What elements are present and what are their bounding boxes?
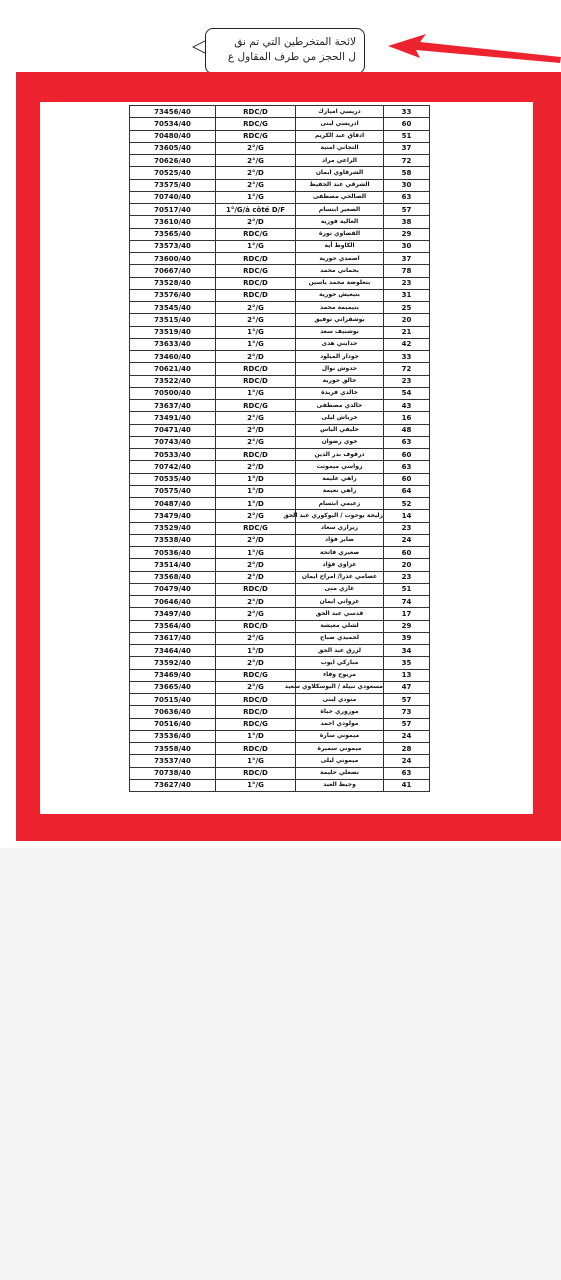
floor-cell: 1°/G bbox=[216, 338, 296, 350]
table-row bbox=[130, 473, 430, 485]
row-number-cell: 30 bbox=[384, 179, 430, 191]
row-number-cell: 20 bbox=[384, 314, 430, 326]
tenant-name-cell: زيراري سعاد bbox=[296, 522, 384, 534]
dossier-number-cell: 70479/40 bbox=[130, 583, 216, 595]
floor-cell: 2°/G bbox=[216, 412, 296, 424]
tenant-name-cell: القضاوي نورة bbox=[296, 228, 384, 240]
table-row bbox=[130, 253, 430, 265]
row-number-cell: 51 bbox=[384, 583, 430, 595]
row-number-cell: 23 bbox=[384, 522, 430, 534]
floor-cell: 2°/G bbox=[216, 510, 296, 522]
tenant-name-cell: زعيمي ابتسام bbox=[296, 498, 384, 510]
tenant-name-cell: موزوري حياة bbox=[296, 706, 384, 718]
tenant-name-cell: خرباش ليلى bbox=[296, 412, 384, 424]
tenant-name-cell: خالدي مصطفى bbox=[296, 400, 384, 412]
floor-cell: 1°/G bbox=[216, 387, 296, 399]
row-number-cell: 48 bbox=[384, 424, 430, 436]
tenant-name-cell: ميموني سميرة bbox=[296, 743, 384, 755]
row-number-cell: 63 bbox=[384, 191, 430, 203]
floor-cell: RDC/D bbox=[216, 620, 296, 632]
table-row bbox=[130, 338, 430, 350]
row-number-cell: 37 bbox=[384, 253, 430, 265]
dossier-number-cell: 73637/40 bbox=[130, 400, 216, 412]
floor-cell: RDC/D bbox=[216, 106, 296, 118]
floor-cell: RDC/G bbox=[216, 228, 296, 240]
tenant-name-cell: بنعلوضة محمد ياسين bbox=[296, 277, 384, 289]
table-row bbox=[130, 632, 430, 644]
dossier-number-cell: 73610/40 bbox=[130, 216, 216, 228]
dossier-number-cell: 73515/40 bbox=[130, 314, 216, 326]
tenant-name-cell: لشلي معيشة bbox=[296, 620, 384, 632]
dossier-number-cell: 70743/40 bbox=[130, 436, 216, 448]
floor-cell: 2°/D bbox=[216, 216, 296, 228]
table-row bbox=[130, 669, 430, 681]
row-number-cell: 73 bbox=[384, 706, 430, 718]
table-row bbox=[130, 216, 430, 228]
table-row bbox=[130, 204, 430, 216]
floor-cell: RDC/D bbox=[216, 253, 296, 265]
floor-cell: RDC/G bbox=[216, 718, 296, 730]
table-row bbox=[130, 424, 430, 436]
dossier-number-cell: 73545/40 bbox=[130, 302, 216, 314]
floor-cell: 2°/D bbox=[216, 596, 296, 608]
table-row bbox=[130, 142, 430, 154]
table-row bbox=[130, 596, 430, 608]
tenant-name-cell: لزرق عبد الحق bbox=[296, 645, 384, 657]
tenant-name-cell: خوي رضوان bbox=[296, 436, 384, 448]
floor-cell: 2°/D bbox=[216, 657, 296, 669]
tenant-name-cell: الراعي مراد bbox=[296, 155, 384, 167]
table-row bbox=[130, 412, 430, 424]
floor-cell: 1°/G/à côté D/F bbox=[216, 204, 296, 216]
dossier-number-cell: 73568/40 bbox=[130, 571, 216, 583]
tenant-name-cell: بنيميمة محمد bbox=[296, 302, 384, 314]
floor-cell: RDC/G bbox=[216, 130, 296, 142]
table-row bbox=[130, 191, 430, 203]
floor-cell: 2°/D bbox=[216, 559, 296, 571]
table-row bbox=[130, 534, 430, 546]
dossier-number-cell: 70515/40 bbox=[130, 694, 216, 706]
floor-cell: 1°/G bbox=[216, 240, 296, 252]
row-number-cell: 14 bbox=[384, 510, 430, 522]
row-number-cell: 41 bbox=[384, 779, 430, 791]
dossier-number-cell: 73605/40 bbox=[130, 142, 216, 154]
row-number-cell: 35 bbox=[384, 657, 430, 669]
tenant-name-cell: الشرقي عبد الحفيظ bbox=[296, 179, 384, 191]
floor-cell: 2°/D bbox=[216, 424, 296, 436]
tenant-name-cell: وجيط العيد bbox=[296, 779, 384, 791]
dossier-number-cell: 70487/40 bbox=[130, 498, 216, 510]
table-row bbox=[130, 743, 430, 755]
tenant-name-cell: بوشنيف سعد bbox=[296, 326, 384, 338]
table-row bbox=[130, 779, 430, 791]
row-number-cell: 21 bbox=[384, 326, 430, 338]
tenant-name-cell: الشرقاوي ايمان bbox=[296, 167, 384, 179]
floor-cell: RDC/D bbox=[216, 375, 296, 387]
floor-cell: 2°/G bbox=[216, 314, 296, 326]
floor-cell: 1°/D bbox=[216, 485, 296, 497]
dossier-number-cell: 73633/40 bbox=[130, 338, 216, 350]
row-number-cell: 57 bbox=[384, 204, 430, 216]
dossier-number-cell: 70525/40 bbox=[130, 167, 216, 179]
table-row bbox=[130, 314, 430, 326]
dossier-number-cell: 73491/40 bbox=[130, 412, 216, 424]
annotation-line-2: ل الحجز من طرف المقاول ع bbox=[227, 51, 356, 63]
table-header-cut bbox=[129, 98, 429, 105]
row-number-cell: 20 bbox=[384, 559, 430, 571]
floor-cell: RDC/D bbox=[216, 706, 296, 718]
table-row bbox=[130, 608, 430, 620]
floor-cell: 2°/G bbox=[216, 302, 296, 314]
dossier-number-cell: 73592/40 bbox=[130, 657, 216, 669]
dossier-number-cell: 70740/40 bbox=[130, 191, 216, 203]
floor-cell: 2°/D bbox=[216, 461, 296, 473]
floor-cell: 2°/G bbox=[216, 436, 296, 448]
table-row bbox=[130, 351, 430, 363]
row-number-cell: 57 bbox=[384, 718, 430, 730]
table-row bbox=[130, 449, 430, 461]
tenant-name-cell: ادقاق عبد الكريم bbox=[296, 130, 384, 142]
floor-cell: RDC/D bbox=[216, 363, 296, 375]
row-number-cell: 60 bbox=[384, 449, 430, 461]
dossier-number-cell: 73519/40 bbox=[130, 326, 216, 338]
floor-cell: 2°/D bbox=[216, 167, 296, 179]
floor-cell: RDC/G bbox=[216, 118, 296, 130]
row-number-cell: 57 bbox=[384, 694, 430, 706]
tenant-name-cell: مسعودي نبيلة / البوسكلاوي سعيد bbox=[296, 681, 384, 693]
tenant-name-cell: عصامي عذرا/ امراح ايمان bbox=[296, 571, 384, 583]
tenant-name-cell: غازي منى bbox=[296, 583, 384, 595]
table-row bbox=[130, 363, 430, 375]
dossier-number-cell: 70636/40 bbox=[130, 706, 216, 718]
tenant-name-cell: قدسي عبد الحق bbox=[296, 608, 384, 620]
floor-cell: RDC/D bbox=[216, 767, 296, 779]
speech-bubble-annotation bbox=[205, 28, 365, 74]
tenant-name-cell: الكاوط أية bbox=[296, 240, 384, 252]
dossier-number-cell: 70646/40 bbox=[130, 596, 216, 608]
floor-cell: 1°/D bbox=[216, 498, 296, 510]
table-row bbox=[130, 228, 430, 240]
floor-cell: 1°/G bbox=[216, 779, 296, 791]
table-row bbox=[130, 155, 430, 167]
floor-cell: 2°/G bbox=[216, 608, 296, 620]
dossier-number-cell: 70517/40 bbox=[130, 204, 216, 216]
tenant-name-cell: بوشفراتي توفيق bbox=[296, 314, 384, 326]
row-number-cell: 29 bbox=[384, 620, 430, 632]
dossier-number-cell: 70471/40 bbox=[130, 424, 216, 436]
table-row bbox=[130, 302, 430, 314]
table-row bbox=[130, 167, 430, 179]
row-number-cell: 16 bbox=[384, 412, 430, 424]
table-row bbox=[130, 387, 430, 399]
tenant-name-cell: غزواني ايمان bbox=[296, 596, 384, 608]
table-row bbox=[130, 694, 430, 706]
row-number-cell: 60 bbox=[384, 118, 430, 130]
row-number-cell: 51 bbox=[384, 130, 430, 142]
tenant-name-cell: مولودي احمد bbox=[296, 718, 384, 730]
tenant-name-cell: درقوف بدر الدين bbox=[296, 449, 384, 461]
row-number-cell: 64 bbox=[384, 485, 430, 497]
table-row bbox=[130, 706, 430, 718]
dossier-number-cell: 73529/40 bbox=[130, 522, 216, 534]
dossier-number-cell: 73617/40 bbox=[130, 632, 216, 644]
tenant-name-cell: رواسي ميمونت bbox=[296, 461, 384, 473]
tenant-name-cell: الصالحي مصطفى bbox=[296, 191, 384, 203]
table-row bbox=[130, 681, 430, 693]
dossier-number-cell: 70480/40 bbox=[130, 130, 216, 142]
table-row bbox=[130, 400, 430, 412]
floor-cell: 2°/D bbox=[216, 351, 296, 363]
dossier-number-cell: 73538/40 bbox=[130, 534, 216, 546]
row-number-cell: 25 bbox=[384, 302, 430, 314]
floor-cell: 1°/D bbox=[216, 645, 296, 657]
dossier-number-cell: 73575/40 bbox=[130, 179, 216, 191]
row-number-cell: 47 bbox=[384, 681, 430, 693]
row-number-cell: 54 bbox=[384, 387, 430, 399]
dossier-number-cell: 73565/40 bbox=[130, 228, 216, 240]
table-row bbox=[130, 620, 430, 632]
floor-cell: RDC/D bbox=[216, 743, 296, 755]
dossier-number-cell: 73573/40 bbox=[130, 240, 216, 252]
floor-cell: 1°/G bbox=[216, 191, 296, 203]
dossier-number-cell: 73460/40 bbox=[130, 351, 216, 363]
tenant-name-cell: صابر فؤاد bbox=[296, 534, 384, 546]
tenant-name-cell: جودار الميلود bbox=[296, 351, 384, 363]
row-number-cell: 42 bbox=[384, 338, 430, 350]
dossier-number-cell: 73514/40 bbox=[130, 559, 216, 571]
row-number-cell: 31 bbox=[384, 289, 430, 301]
dossier-number-cell: 73528/40 bbox=[130, 277, 216, 289]
floor-cell: RDC/G bbox=[216, 400, 296, 412]
table-row bbox=[130, 130, 430, 142]
floor-cell: 2°/D bbox=[216, 571, 296, 583]
table-row bbox=[130, 657, 430, 669]
table-row bbox=[130, 485, 430, 497]
tenant-name-cell: حدوش نوال bbox=[296, 363, 384, 375]
row-number-cell: 13 bbox=[384, 669, 430, 681]
table-row bbox=[130, 277, 430, 289]
floor-cell: RDC/D bbox=[216, 694, 296, 706]
table-row bbox=[130, 179, 430, 191]
table-row bbox=[130, 571, 430, 583]
row-number-cell: 24 bbox=[384, 534, 430, 546]
floor-cell: 2°/G bbox=[216, 142, 296, 154]
table-row bbox=[130, 461, 430, 473]
row-number-cell: 23 bbox=[384, 375, 430, 387]
dossier-number-cell: 73469/40 bbox=[130, 669, 216, 681]
floor-cell: RDC/G bbox=[216, 669, 296, 681]
row-number-cell: 23 bbox=[384, 277, 430, 289]
row-number-cell: 37 bbox=[384, 142, 430, 154]
table-row bbox=[130, 326, 430, 338]
row-number-cell: 30 bbox=[384, 240, 430, 252]
document-page bbox=[40, 102, 533, 814]
table-row bbox=[130, 436, 430, 448]
floor-cell: RDC/G bbox=[216, 522, 296, 534]
row-number-cell: 52 bbox=[384, 498, 430, 510]
dossier-number-cell: 70536/40 bbox=[130, 547, 216, 559]
table-row bbox=[130, 755, 430, 767]
row-number-cell: 78 bbox=[384, 265, 430, 277]
row-number-cell: 17 bbox=[384, 608, 430, 620]
floor-cell: 2°/G bbox=[216, 681, 296, 693]
tenant-name-cell: نصعلي حليمة bbox=[296, 767, 384, 779]
floor-cell: RDC/G bbox=[216, 265, 296, 277]
tenant-name-cell: ادريسي لبنى bbox=[296, 118, 384, 130]
dossier-number-cell: 70738/40 bbox=[130, 767, 216, 779]
row-number-cell: 24 bbox=[384, 755, 430, 767]
tenant-name-cell: زاهي نعيمة bbox=[296, 485, 384, 497]
table-row bbox=[130, 583, 430, 595]
row-number-cell: 72 bbox=[384, 155, 430, 167]
row-number-cell: 74 bbox=[384, 596, 430, 608]
table-row bbox=[130, 559, 430, 571]
table-row bbox=[130, 106, 430, 118]
floor-cell: 2°/G bbox=[216, 179, 296, 191]
dossier-number-cell: 70516/40 bbox=[130, 718, 216, 730]
tenant-name-cell: منودي لبنى bbox=[296, 694, 384, 706]
tenant-name-cell: اصمدي حورية bbox=[296, 253, 384, 265]
tenant-name-cell: خالدي فريدة bbox=[296, 387, 384, 399]
floor-cell: 1°/G bbox=[216, 547, 296, 559]
dossier-number-cell: 70742/40 bbox=[130, 461, 216, 473]
dossier-number-cell: 73479/40 bbox=[130, 510, 216, 522]
tenant-name-cell: مبارکي ايوب bbox=[296, 657, 384, 669]
table-row bbox=[130, 547, 430, 559]
row-number-cell: 23 bbox=[384, 571, 430, 583]
row-number-cell: 33 bbox=[384, 106, 430, 118]
dossier-number-cell: 70500/40 bbox=[130, 387, 216, 399]
floor-cell: RDC/D bbox=[216, 289, 296, 301]
row-number-cell: 29 bbox=[384, 228, 430, 240]
tenant-name-cell: خالق حورية bbox=[296, 375, 384, 387]
dossier-number-cell: 73576/40 bbox=[130, 289, 216, 301]
floor-cell: 1°/D bbox=[216, 473, 296, 485]
tenant-name-cell: بحماني محمد bbox=[296, 265, 384, 277]
dossier-number-cell: 73665/40 bbox=[130, 681, 216, 693]
dossier-number-cell: 70534/40 bbox=[130, 118, 216, 130]
dossier-number-cell: 73497/40 bbox=[130, 608, 216, 620]
dossier-number-cell: 73537/40 bbox=[130, 755, 216, 767]
floor-cell: 2°/G bbox=[216, 632, 296, 644]
dossier-number-cell: 73564/40 bbox=[130, 620, 216, 632]
dossier-number-cell: 73522/40 bbox=[130, 375, 216, 387]
table-row bbox=[130, 510, 430, 522]
table-row bbox=[130, 645, 430, 657]
tenant-name-cell: عزاوي فؤاد bbox=[296, 559, 384, 571]
dossier-number-cell: 73627/40 bbox=[130, 779, 216, 791]
dossier-number-cell: 70575/40 bbox=[130, 485, 216, 497]
tenant-name-cell: بنيعيش حورية bbox=[296, 289, 384, 301]
tenant-name-cell: ميموني سارة bbox=[296, 730, 384, 742]
row-number-cell: 63 bbox=[384, 436, 430, 448]
tenant-name-cell: زليخة بوحوت / البوكوري عبد الحق bbox=[296, 510, 384, 522]
row-number-cell: 34 bbox=[384, 645, 430, 657]
table-row bbox=[130, 730, 430, 742]
tenant-name-cell: لحميدي صباح bbox=[296, 632, 384, 644]
table-row bbox=[130, 767, 430, 779]
table-row bbox=[130, 265, 430, 277]
row-number-cell: 60 bbox=[384, 547, 430, 559]
floor-cell: 2°/D bbox=[216, 534, 296, 546]
dossier-number-cell: 70621/40 bbox=[130, 363, 216, 375]
table-row bbox=[130, 375, 430, 387]
row-number-cell: 58 bbox=[384, 167, 430, 179]
table-row bbox=[130, 118, 430, 130]
floor-cell: 2°/G bbox=[216, 155, 296, 167]
tenant-name-cell: التجاني امنية bbox=[296, 142, 384, 154]
red-arrow-icon bbox=[386, 30, 561, 70]
dossier-number-cell: 73558/40 bbox=[130, 743, 216, 755]
table-row bbox=[130, 522, 430, 534]
floor-cell: 1°/G bbox=[216, 755, 296, 767]
dossier-number-cell: 73536/40 bbox=[130, 730, 216, 742]
dossier-number-cell: 70667/40 bbox=[130, 265, 216, 277]
floor-cell: RDC/D bbox=[216, 277, 296, 289]
table-row bbox=[130, 718, 430, 730]
tenant-name-cell: الصغير ابتسام bbox=[296, 204, 384, 216]
dossier-number-cell: 70533/40 bbox=[130, 449, 216, 461]
row-number-cell: 43 bbox=[384, 400, 430, 412]
floor-cell: RDC/D bbox=[216, 449, 296, 461]
tenant-name-cell: صغيري فاتحة bbox=[296, 547, 384, 559]
dossier-number-cell: 70626/40 bbox=[130, 155, 216, 167]
row-number-cell: 39 bbox=[384, 632, 430, 644]
tenant-name-cell: ميموني ليلى bbox=[296, 755, 384, 767]
table-row bbox=[130, 289, 430, 301]
table-row bbox=[130, 498, 430, 510]
tenants-table bbox=[129, 105, 430, 792]
row-number-cell: 60 bbox=[384, 473, 430, 485]
row-number-cell: 38 bbox=[384, 216, 430, 228]
tenant-name-cell: دريسي امبارك bbox=[296, 106, 384, 118]
tenant-name-cell: مريوح وفاء bbox=[296, 669, 384, 681]
floor-cell: 1°/G bbox=[216, 326, 296, 338]
tenant-name-cell: العالية فوزية bbox=[296, 216, 384, 228]
row-number-cell: 63 bbox=[384, 767, 430, 779]
row-number-cell: 72 bbox=[384, 363, 430, 375]
dossier-number-cell: 73600/40 bbox=[130, 253, 216, 265]
table-row bbox=[130, 240, 430, 252]
row-number-cell: 33 bbox=[384, 351, 430, 363]
dossier-number-cell: 73464/40 bbox=[130, 645, 216, 657]
floor-cell: RDC/D bbox=[216, 583, 296, 595]
dossier-number-cell: 73456/40 bbox=[130, 106, 216, 118]
tenant-name-cell: جدايني هدى bbox=[296, 338, 384, 350]
annotation-line-1: لائحة المتخرطين التي تم نق bbox=[234, 36, 356, 48]
tenant-name-cell: خليفي الياس bbox=[296, 424, 384, 436]
tenant-name-cell: زاهي عليمة bbox=[296, 473, 384, 485]
dossier-number-cell: 70535/40 bbox=[130, 473, 216, 485]
floor-cell: 1°/D bbox=[216, 730, 296, 742]
row-number-cell: 24 bbox=[384, 730, 430, 742]
row-number-cell: 63 bbox=[384, 461, 430, 473]
row-number-cell: 28 bbox=[384, 743, 430, 755]
